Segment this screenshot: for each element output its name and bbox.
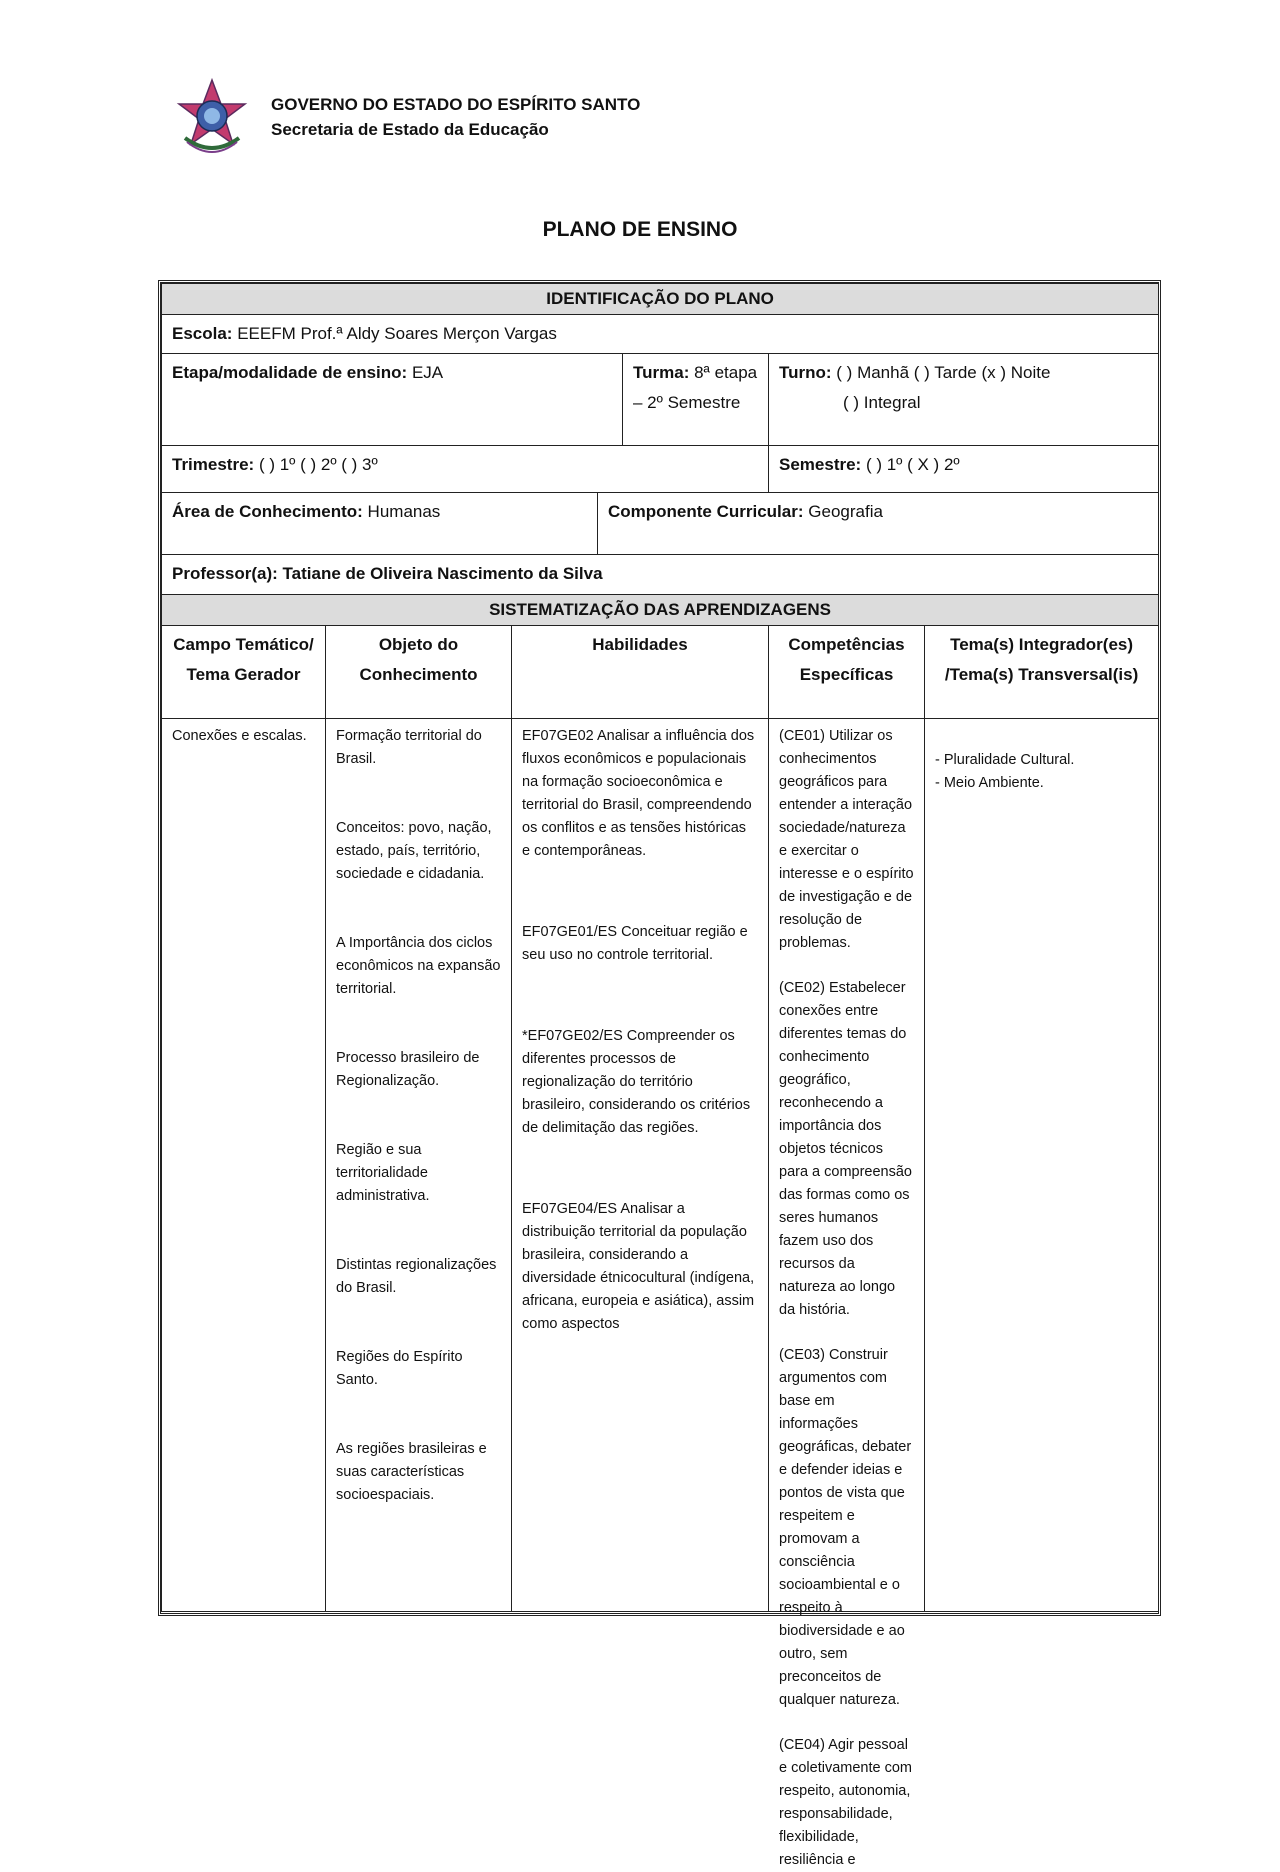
stage-label: Etapa/modalidade de ensino: [172, 363, 408, 382]
column-header-habilidades: Habilidades [512, 626, 769, 719]
objeto-item: A Importância dos ciclos econômicos na expansão territorial. [336, 935, 501, 997]
shift-cell [769, 354, 1159, 446]
campo-value: Conexões e escalas. [172, 728, 307, 744]
competencia-item: (CE04) Agir pessoal e coletivamente com respeito, autonomia, responsabilidade, flexibilidade, resiliência e [779, 1737, 912, 1868]
trimester-label: Trimestre: [172, 455, 255, 474]
habilidade-item: EF07GE01/ES Conceituar região e seu uso no controle territorial. [522, 924, 748, 963]
class-label: Turma: [633, 363, 690, 382]
column-header-campo: Campo Temático/ Tema Gerador [162, 626, 326, 719]
campo-cell [162, 719, 326, 1612]
habilidade-item: EF07GE04/ES Analisar a distribuição territorial da população brasileira, considerando a diversidade étnicocultural (indígena, africana, europeia e asiática), assim como aspectos [522, 1201, 755, 1332]
tema-item: - Meio Ambiente. [935, 775, 1044, 791]
competencias-cell [769, 719, 925, 1868]
competencia-item: (CE02) Estabelecer conexões entre diferentes temas do conhecimento geográfico, reconhecendo a importância dos objetos técnicos para a compreensão das formas como os seres humanos fazem uso dos recursos da natureza ao longo da história. [779, 980, 912, 1318]
document-header [177, 78, 877, 158]
habilidade-item: *EF07GE02/ES Compreender os diferentes processos de regionalização do território brasileiro, considerando os critérios de delimitação das regiões. [522, 1028, 751, 1136]
component-cell [598, 493, 1159, 555]
teacher-cell [162, 555, 1159, 595]
area-value: Humanas [367, 502, 441, 521]
objeto-cell [326, 719, 512, 1612]
stage-value: EJA [411, 363, 444, 382]
class-cell [623, 354, 769, 446]
shift-label: Turno: [779, 363, 832, 382]
government-name: GOVERNO DO ESTADO DO ESPÍRITO SANTO [271, 95, 641, 114]
teacher-label: Professor(a): [172, 564, 278, 583]
semester-label: Semestre: [779, 455, 862, 474]
area-cell [162, 493, 598, 555]
objeto-item: Regiões do Espírito Santo. [336, 1349, 463, 1388]
identification-title: IDENTIFICAÇÃO DO PLANO [162, 284, 1159, 315]
learning-title: SISTEMATIZAÇÃO DAS APRENDIZAGENS [162, 595, 1159, 626]
objeto-item: Distintas regionalizações do Brasil. [336, 1257, 497, 1296]
plan-table [161, 283, 1159, 1868]
competencia-item: (CE03) Construir argumentos com base em informações geográficas, debater e defender ideias e pontos de vista que respeitem e promovam a consciência socioambiental e o respeito à biodiversidade e ao outro, sem preconceitos de qualquer natureza. [779, 1347, 912, 1708]
competencia-item: (CE01) Utilizar os conhecimentos geográficos para entender a interação sociedade/natureza e exercitar o interesse e o espírito de investigação e de resolução de problemas. [779, 728, 914, 951]
trimester-cell [162, 446, 769, 493]
column-header-competencias: Competências Específicas [769, 626, 925, 719]
area-label: Área de Conhecimento: [172, 502, 363, 521]
component-value: Geografia [808, 502, 883, 521]
secretariat-name: Secretaria de Estado da Educação [271, 120, 549, 139]
school-value: EEEFM Prof.ª Aldy Soares Merçon Vargas [237, 324, 557, 343]
semester-value: ( ) 1º ( X ) 2º [865, 455, 960, 474]
objeto-item: Formação territorial do Brasil. [336, 728, 482, 767]
temas-cell [925, 719, 1159, 1612]
column-header-objeto: Objeto do Conhecimento [326, 626, 512, 719]
state-seal-logo [177, 78, 247, 156]
habilidade-item: EF07GE02 Analisar a influência dos fluxos econômicos e populacionais na formação socioeconômica e territorial do Brasil, compreendendo os conflitos e as tensões históricas e contemporâneas. [522, 728, 755, 859]
class-value: 8ª etapa – 2º Semestre [633, 363, 758, 412]
component-label: Componente Curricular: [608, 502, 804, 521]
column-header-temas: Tema(s) Integrador(es) /Tema(s) Transversal(is) [925, 626, 1159, 719]
objeto-item: Região e sua territorialidade administrativa. [336, 1142, 430, 1204]
shift-options: ( ) Manhã ( ) Tarde (x ) Noite [836, 363, 1051, 382]
objeto-item: Processo brasileiro de Regionalização. [336, 1050, 480, 1089]
habilidades-cell [512, 719, 769, 1612]
document-title: PLANO DE ENSINO [542, 218, 738, 241]
trimester-value: ( ) 1º ( ) 2º ( ) 3º [258, 455, 378, 474]
stage-cell [162, 354, 623, 446]
school-label: Escola: [172, 324, 233, 343]
teacher-value: Tatiane de Oliveira Nascimento da Silva [282, 564, 603, 583]
objeto-item: Conceitos: povo, nação, estado, país, território, sociedade e cidadania. [336, 820, 492, 882]
school-cell [162, 315, 1159, 354]
semester-cell [769, 446, 1159, 493]
tema-item: - Pluralidade Cultural. [935, 752, 1075, 768]
objeto-item: As regiões brasileiras e suas características socioespaciais. [336, 1441, 487, 1503]
shift-integral: ( ) Integral [843, 393, 921, 412]
